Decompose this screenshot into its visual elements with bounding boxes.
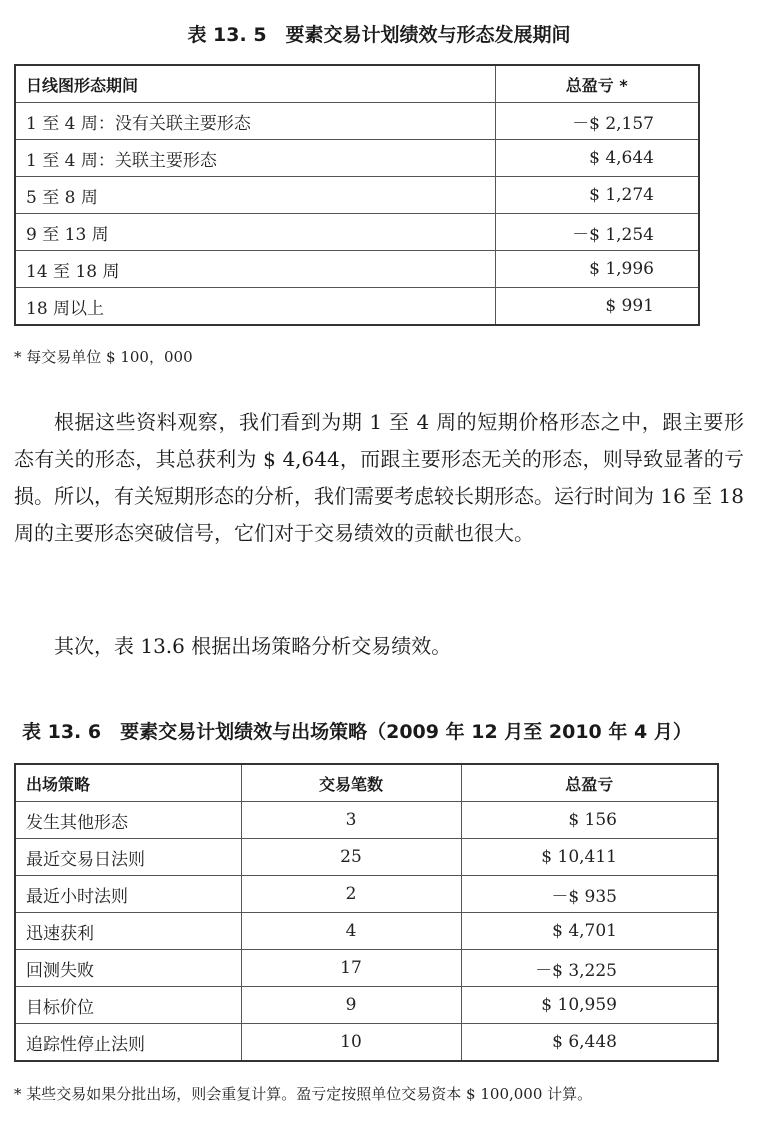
table-row bbox=[15, 876, 718, 913]
row-value: $ 991 bbox=[495, 288, 699, 326]
row-label: 最近小时法则 bbox=[15, 876, 241, 913]
header-total-pnl: 总盈亏 bbox=[461, 764, 718, 802]
table-header-row bbox=[15, 65, 699, 103]
row-value: －$ 3,225 bbox=[461, 950, 718, 987]
row-count: 25 bbox=[241, 839, 461, 876]
row-label: 1 至 4 周：关联主要形态 bbox=[15, 140, 495, 177]
row-value: $ 4,701 bbox=[461, 913, 718, 950]
row-count: 10 bbox=[241, 1024, 461, 1062]
table-13-5 bbox=[14, 64, 700, 326]
row-value: $ 10,411 bbox=[461, 839, 718, 876]
body-paragraph-2: 其次，表 13.6 根据出场策略分析交易绩效。 bbox=[54, 634, 452, 658]
row-value: $ 10,959 bbox=[461, 987, 718, 1024]
row-value: $ 1,274 bbox=[495, 177, 699, 214]
table-13-5-caption: 表 13. 5 要素交易计划绩效与形态发展期间 bbox=[187, 24, 571, 46]
table-row bbox=[15, 802, 718, 839]
row-value: －$ 2,157 bbox=[495, 103, 699, 140]
row-label: 1 至 4 周：没有关联主要形态 bbox=[15, 103, 495, 140]
row-label: 发生其他形态 bbox=[15, 802, 241, 839]
row-count: 2 bbox=[241, 876, 461, 913]
row-value: $ 4,644 bbox=[495, 140, 699, 177]
header-pattern-period: 日线图形态期间 bbox=[15, 65, 495, 103]
row-value: －$ 1,254 bbox=[495, 214, 699, 251]
table-row bbox=[15, 214, 699, 251]
row-value: $ 1,996 bbox=[495, 251, 699, 288]
table-13-6-footnote: * 某些交易如果分批出场，则会重复计算。盈亏定按照单位交易资本 $ 100,000 计算。 bbox=[14, 1085, 593, 1103]
table-row bbox=[15, 1024, 718, 1062]
header-trade-count: 交易笔数 bbox=[241, 764, 461, 802]
row-value: $ 6,448 bbox=[461, 1024, 718, 1062]
row-value: －$ 935 bbox=[461, 876, 718, 913]
table-13-6-caption: 表 13. 6 要素交易计划绩效与出场策略（2009 年 12 月至 2010 年 4 月） bbox=[22, 721, 692, 743]
table-row bbox=[15, 288, 699, 326]
row-label: 目标价位 bbox=[15, 987, 241, 1024]
row-count: 3 bbox=[241, 802, 461, 839]
row-count: 17 bbox=[241, 950, 461, 987]
table-row bbox=[15, 140, 699, 177]
row-label: 5 至 8 周 bbox=[15, 177, 495, 214]
row-label: 追踪性停止法则 bbox=[15, 1024, 241, 1062]
table-row bbox=[15, 251, 699, 288]
header-exit-strategy: 出场策略 bbox=[15, 764, 241, 802]
row-count: 4 bbox=[241, 913, 461, 950]
row-label: 迅速获利 bbox=[15, 913, 241, 950]
row-label: 9 至 13 周 bbox=[15, 214, 495, 251]
table-header-row bbox=[15, 764, 718, 802]
table-row bbox=[15, 950, 718, 987]
table-row bbox=[15, 839, 718, 876]
table-13-6 bbox=[14, 763, 719, 1062]
table-row bbox=[15, 177, 699, 214]
table-row bbox=[15, 103, 699, 140]
row-value: $ 156 bbox=[461, 802, 718, 839]
row-label: 最近交易日法则 bbox=[15, 839, 241, 876]
row-count: 9 bbox=[241, 987, 461, 1024]
row-label: 18 周以上 bbox=[15, 288, 495, 326]
row-label: 14 至 18 周 bbox=[15, 251, 495, 288]
table-row bbox=[15, 987, 718, 1024]
header-total-pnl: 总盈亏 * bbox=[495, 65, 699, 103]
body-paragraph-1: 根据这些资料观察，我们看到为期 1 至 4 周的短期价格形态之中，跟主要形态有关的形态，其总获利为 $ 4,644，而跟主要形态无关的形态，则导致显著的亏损。所以，有关短期形态的分析，我们需要考虑较长期形态。运行时间为 16 至 18 周的主要形态突破信号，它们对于交易绩效的贡献也很大。 bbox=[14, 410, 744, 545]
table-row bbox=[15, 913, 718, 950]
row-label: 回测失败 bbox=[15, 950, 241, 987]
table-13-5-footnote: * 每交易单位 $ 100，000 bbox=[14, 348, 193, 366]
